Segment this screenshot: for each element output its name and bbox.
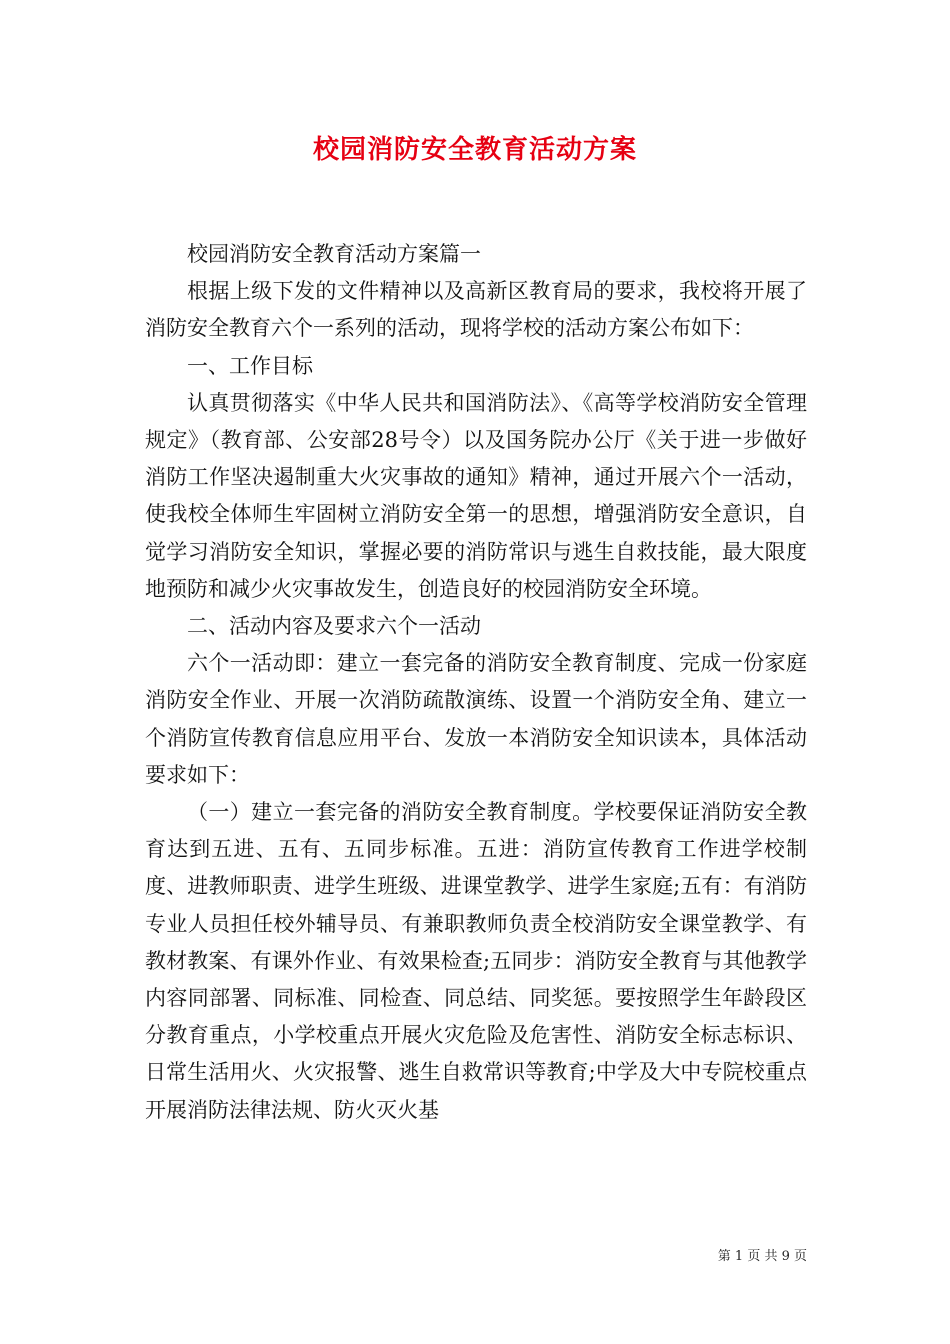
activity-summary-paragraph: 六个一活动即：建立一套完备的消防安全教育制度、完成一份家庭消防安全作业、开展一次消防疏散演练、设置一个消防安全角、建立一个消防宣传教育信息应用平台、发放一本消防安全知识读本，具体活动要求如下： xyxy=(145,651,807,787)
activity-item-one-paragraph: （一）建立一套完备的消防安全教育制度。学校要保证消防安全教育达到五进、五有、五同步标准。五进：消防宣传教育工作进学校制度、进教师职责、进学生班级、进课堂教学、进学生家庭;五有：有消防专业人员担任校外辅导员、有兼职教师负责全校消防安全课堂教学、有教材教案、有课外作业、有效果检查;五同步：消防安全教育与其他教学内容同部署、同标准、同检查、同总结、同奖惩。要按照学生年龄段区分教育重点，小学校重点开展火灾危险及危害性、消防安全标志标识、日常生活用火、火灾报警、逃生自救常识等教育;中学及大中专院校重点开展消防法律法规、防火灭火基 xyxy=(145,800,807,1122)
document-body xyxy=(145,236,807,1129)
intro-paragraph: 根据上级下发的文件精神以及高新区教育局的要求，我校将开展了消防安全教育六个一系列的活动，现将学校的活动方案公布如下： xyxy=(145,279,807,341)
document-title: 校园消防安全教育活动方案 xyxy=(312,135,637,165)
section-subtitle: 校园消防安全教育活动方案篇一 xyxy=(187,242,481,266)
goal-paragraph: 认真贯彻落实《中华人民共和国消防法》、《高等学校消防安全管理规定》（教育部、公安部28号令）以及国务院办公厅《关于进一步做好消防工作坚决遏制重大火灾事故的通知》精神，通过开展六个一活动，使我校全体师生牢固树立消防安全第一的思想，增强消防安全意识，自觉学习消防安全知识，掌握必要的消防常识与逃生自救技能，最大限度地预防和减少火灾事故发生，创造良好的校园消防安全环境。 xyxy=(145,390,807,601)
heading-work-goal: 一、工作目标 xyxy=(187,353,313,378)
page-number-footer: 第 1 页 共 9 页 xyxy=(717,1249,807,1264)
heading-activity-content: 二、活动内容及要求六个一活动 xyxy=(187,614,481,639)
